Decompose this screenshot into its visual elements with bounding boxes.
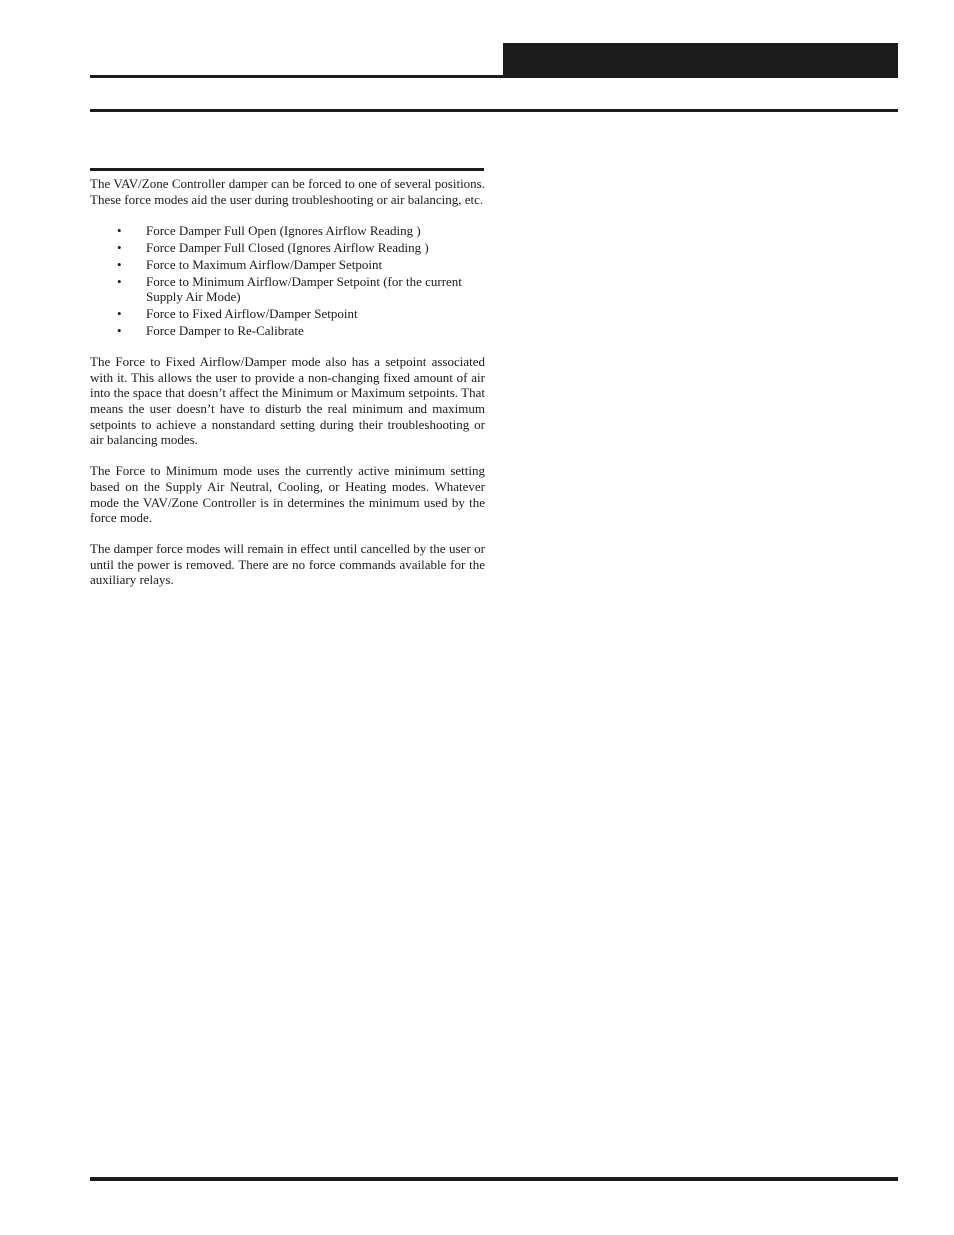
list-item-text: Force Damper to Re-Calibrate	[146, 323, 304, 339]
fixed-mode-paragraph: The Force to Fixed Airflow/Damper mode also has a setpoint associated with it. This allows the user to provide a non-changing fixed amount of air into the space that doesn’t affect the Minimum or Maximum setpoints. That means the user doesn’t have to disturb the real minimum and maximum setpoints to achieve a nonstandard setting during their troubleshooting or air balancing modes.	[90, 354, 485, 448]
bullet-icon: •	[117, 306, 122, 322]
section-rule	[90, 168, 484, 171]
bullet-icon: •	[117, 239, 122, 255]
footer-rule	[90, 1177, 898, 1181]
list-item-text: Force to Maximum Airflow/Damper Setpoint	[146, 256, 383, 272]
list-item-text: Force to Fixed Airflow/Damper Setpoint	[146, 306, 358, 322]
list-item	[90, 274, 485, 305]
list-item-text: Force Damper Full Open (Ignores Airflow Reading )	[146, 222, 421, 238]
list-item	[90, 223, 485, 239]
list-item-text: Force to Minimum Airflow/Damper Setpoint (for the current Supply Air Mode)	[146, 273, 462, 305]
force-modes-list	[90, 223, 485, 339]
page-body	[90, 176, 485, 604]
list-item	[90, 306, 485, 322]
duration-paragraph: The damper force modes will remain in effect until cancelled by the user or until the power is removed. There are no force commands available for the auxiliary relays.	[90, 541, 485, 588]
list-item	[90, 240, 485, 256]
bullet-icon: •	[117, 256, 122, 272]
list-item	[90, 257, 485, 273]
list-item	[90, 323, 485, 339]
title-rule	[90, 109, 898, 112]
list-item-text: Force Damper Full Closed (Ignores Airflow Reading )	[146, 239, 429, 255]
minimum-mode-paragraph: The Force to Minimum mode uses the currently active minimum setting based on the Supply Air Neutral, Cooling, or Heating modes. Whatever mode the VAV/Zone Controller is in determines the minimum used by the force mode.	[90, 463, 485, 526]
bullet-icon: •	[117, 222, 122, 238]
header-bar	[503, 43, 898, 78]
bullet-icon: •	[117, 323, 122, 339]
header-rule	[90, 75, 503, 78]
bullet-icon: •	[117, 273, 122, 289]
intro-paragraph: The VAV/Zone Controller damper can be forced to one of several positions. These force modes aid the user during troubleshooting or air balancing, etc.	[90, 176, 485, 207]
